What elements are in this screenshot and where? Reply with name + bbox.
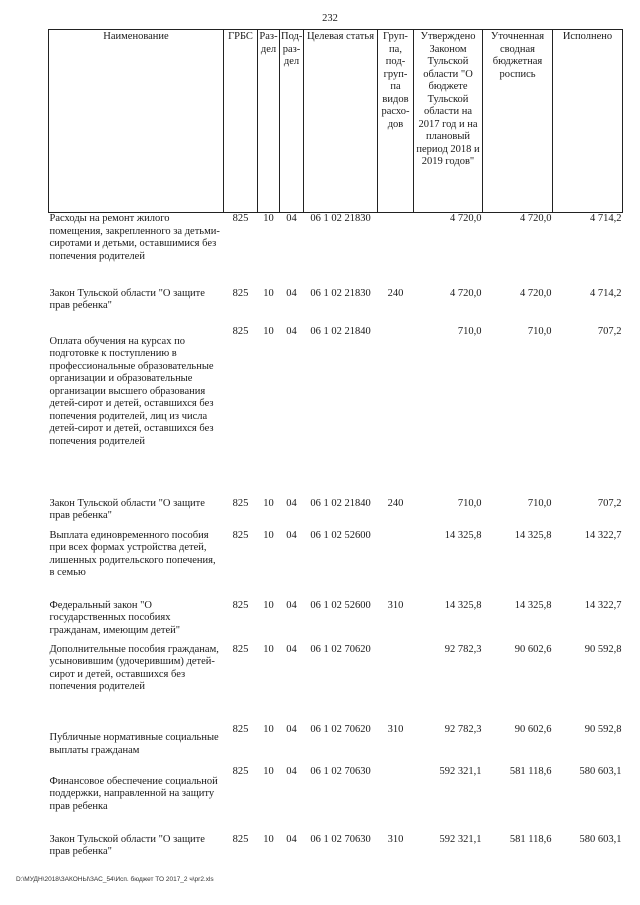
row-name: Дополнительные пособия гражданам, усыновившим (удочерившим) детей-сирот и детей, оставшихся без попечения родителей [49,643,219,692]
row-podrazdel: 04 [286,287,297,299]
row-razdel: 10 [263,765,274,777]
row-grbs: 825 [232,765,249,777]
row-grbs: 825 [232,325,249,337]
row-target: 06 1 02 70620 [310,723,371,735]
row-refined: 4 720,0 [520,287,552,299]
row-group: 310 [387,599,404,611]
row-refined: 4 720,0 [520,213,552,224]
table-row [49,766,623,834]
row-podrazdel: 04 [286,765,297,777]
row-razdel: 10 [263,287,274,299]
page-number: 232 [322,13,338,24]
row-podrazdel: 04 [286,723,297,735]
row-group: 310 [387,723,404,735]
row-refined: 90 602,6 [514,643,552,655]
row-grbs: 825 [232,833,249,845]
row-target: 06 1 02 21840 [310,325,371,337]
row-razdel: 10 [263,325,274,337]
row-refined: 14 325,8 [514,529,552,541]
row-name: Закон Тульской области "О защите прав ребенка" [49,833,205,857]
row-approved: 14 325,8 [444,599,482,611]
row-target: 06 1 02 52600 [310,529,371,541]
row-name: Закон Тульской области "О защите прав ребенка" [49,287,205,311]
table-row [49,326,623,498]
table-row [49,644,623,724]
header-grbs: ГРБС [224,30,258,213]
header-name: Наименование [49,30,224,213]
row-target: 06 1 02 21840 [310,497,371,509]
file-path-footer: D:\МУДН\2018\ЗАКОНЫ\ЗАС_54\Исп. бюджет ТО 2017_2 ч\pr2.xls [16,876,214,883]
row-name: Финансовое обеспечение социальной поддержки, направленной на защиту прав ребенка [49,775,218,812]
row-executed: 14 322,7 [584,529,622,541]
row-podrazdel: 04 [286,325,297,337]
row-razdel: 10 [263,213,274,224]
row-group: 240 [387,497,404,509]
row-approved: 14 325,8 [444,529,482,541]
row-refined: 14 325,8 [514,599,552,611]
row-group: 240 [387,287,404,299]
row-razdel: 10 [263,833,274,845]
row-podrazdel: 04 [286,497,297,509]
row-refined: 581 118,6 [509,833,552,845]
header-refined: Уточненная сводная бюджетная роспись [483,30,553,213]
header-approved: Утверждено Законом Тульской области "О бюджете Тульской области на 2017 год и на плановый период 2018 и 2019 годов" [414,30,483,213]
table-row [49,530,623,600]
row-group [378,766,414,834]
row-target: 06 1 02 21830 [310,287,371,299]
row-podrazdel: 04 [286,643,297,655]
row-refined: 710,0 [527,497,552,509]
row-grbs: 825 [232,529,249,541]
table-row [49,834,623,868]
row-target: 06 1 02 70630 [310,833,371,845]
header-podrazdel: Под-раз-дел [280,30,304,213]
row-grbs: 825 [232,643,249,655]
row-target: 06 1 02 70620 [310,643,371,655]
header-razdel: Раз-дел [258,30,280,213]
row-razdel: 10 [263,529,274,541]
row-executed: 707,2 [597,325,622,337]
row-group [378,644,414,724]
table-row [49,600,623,644]
budget-table [48,29,623,868]
table-row [49,288,623,326]
row-podrazdel: 04 [286,833,297,845]
row-refined: 710,0 [527,325,552,337]
row-executed: 580 603,1 [579,765,622,777]
row-name: Расходы на ремонт жилого помещения, закрепленного за детьми-сиротами и детьми, оставшимися без попечения родителей [49,213,220,262]
row-refined: 581 118,6 [509,765,552,777]
row-group [378,530,414,600]
row-target: 06 1 02 70630 [310,765,371,777]
row-group: 310 [387,833,404,845]
table-row [49,498,623,530]
row-razdel: 10 [263,497,274,509]
row-group [378,213,414,288]
row-executed: 90 592,8 [584,643,622,655]
row-podrazdel: 04 [286,213,297,224]
row-podrazdel: 04 [286,599,297,611]
row-grbs: 825 [232,497,249,509]
table-row [49,213,623,288]
table-row [49,724,623,766]
row-grbs: 825 [232,723,249,735]
row-razdel: 10 [263,723,274,735]
table-header-row [49,30,623,213]
row-grbs: 825 [232,213,249,224]
table-body [49,213,623,868]
row-razdel: 10 [263,599,274,611]
row-approved: 592 321,1 [439,765,482,777]
row-approved: 710,0 [457,325,482,337]
row-name: Федеральный закон "О государственных пособиях гражданам, имеющим детей" [49,599,181,636]
header-executed: Исполнено [553,30,623,213]
row-executed: 14 322,7 [584,599,622,611]
row-name: Публичные нормативные социальные выплаты гражданам [49,732,219,756]
row-approved: 4 720,0 [450,287,482,299]
row-approved: 592 321,1 [439,833,482,845]
row-target: 06 1 02 21830 [310,213,371,224]
row-executed: 4 714,2 [590,287,622,299]
row-podrazdel: 04 [286,529,297,541]
row-executed: 4 714,2 [590,213,622,224]
row-executed: 580 603,1 [579,833,622,845]
row-approved: 4 720,0 [450,213,482,224]
row-grbs: 825 [232,599,249,611]
row-razdel: 10 [263,643,274,655]
row-approved: 92 782,3 [444,723,482,735]
row-refined: 90 602,6 [514,723,552,735]
row-name: Закон Тульской области "О защите прав ребенка" [49,497,205,521]
row-grbs: 825 [232,287,249,299]
budget-table-container [48,29,622,868]
row-target: 06 1 02 52600 [310,599,371,611]
row-name: Оплата обучения на курсах по подготовке к поступлению в профессиональные образовательные организации и образовательные организации высшего образования детей-сирот и детей, оставшихся без попечения родителей, лиц из числа детей-сирот и детей, оставшихся без попечения родителей [49,335,214,447]
row-name: Выплата единовременного пособия при всех формах устройства детей, лишенных родительского попечения, в семью [49,529,216,578]
row-approved: 92 782,3 [444,643,482,655]
row-executed: 90 592,8 [584,723,622,735]
row-executed: 707,2 [597,497,622,509]
header-group: Груп-па, под-груп-па видов расхо-дов [378,30,414,213]
header-target: Целевая статья [304,30,378,213]
row-approved: 710,0 [457,497,482,509]
row-group [378,326,414,498]
